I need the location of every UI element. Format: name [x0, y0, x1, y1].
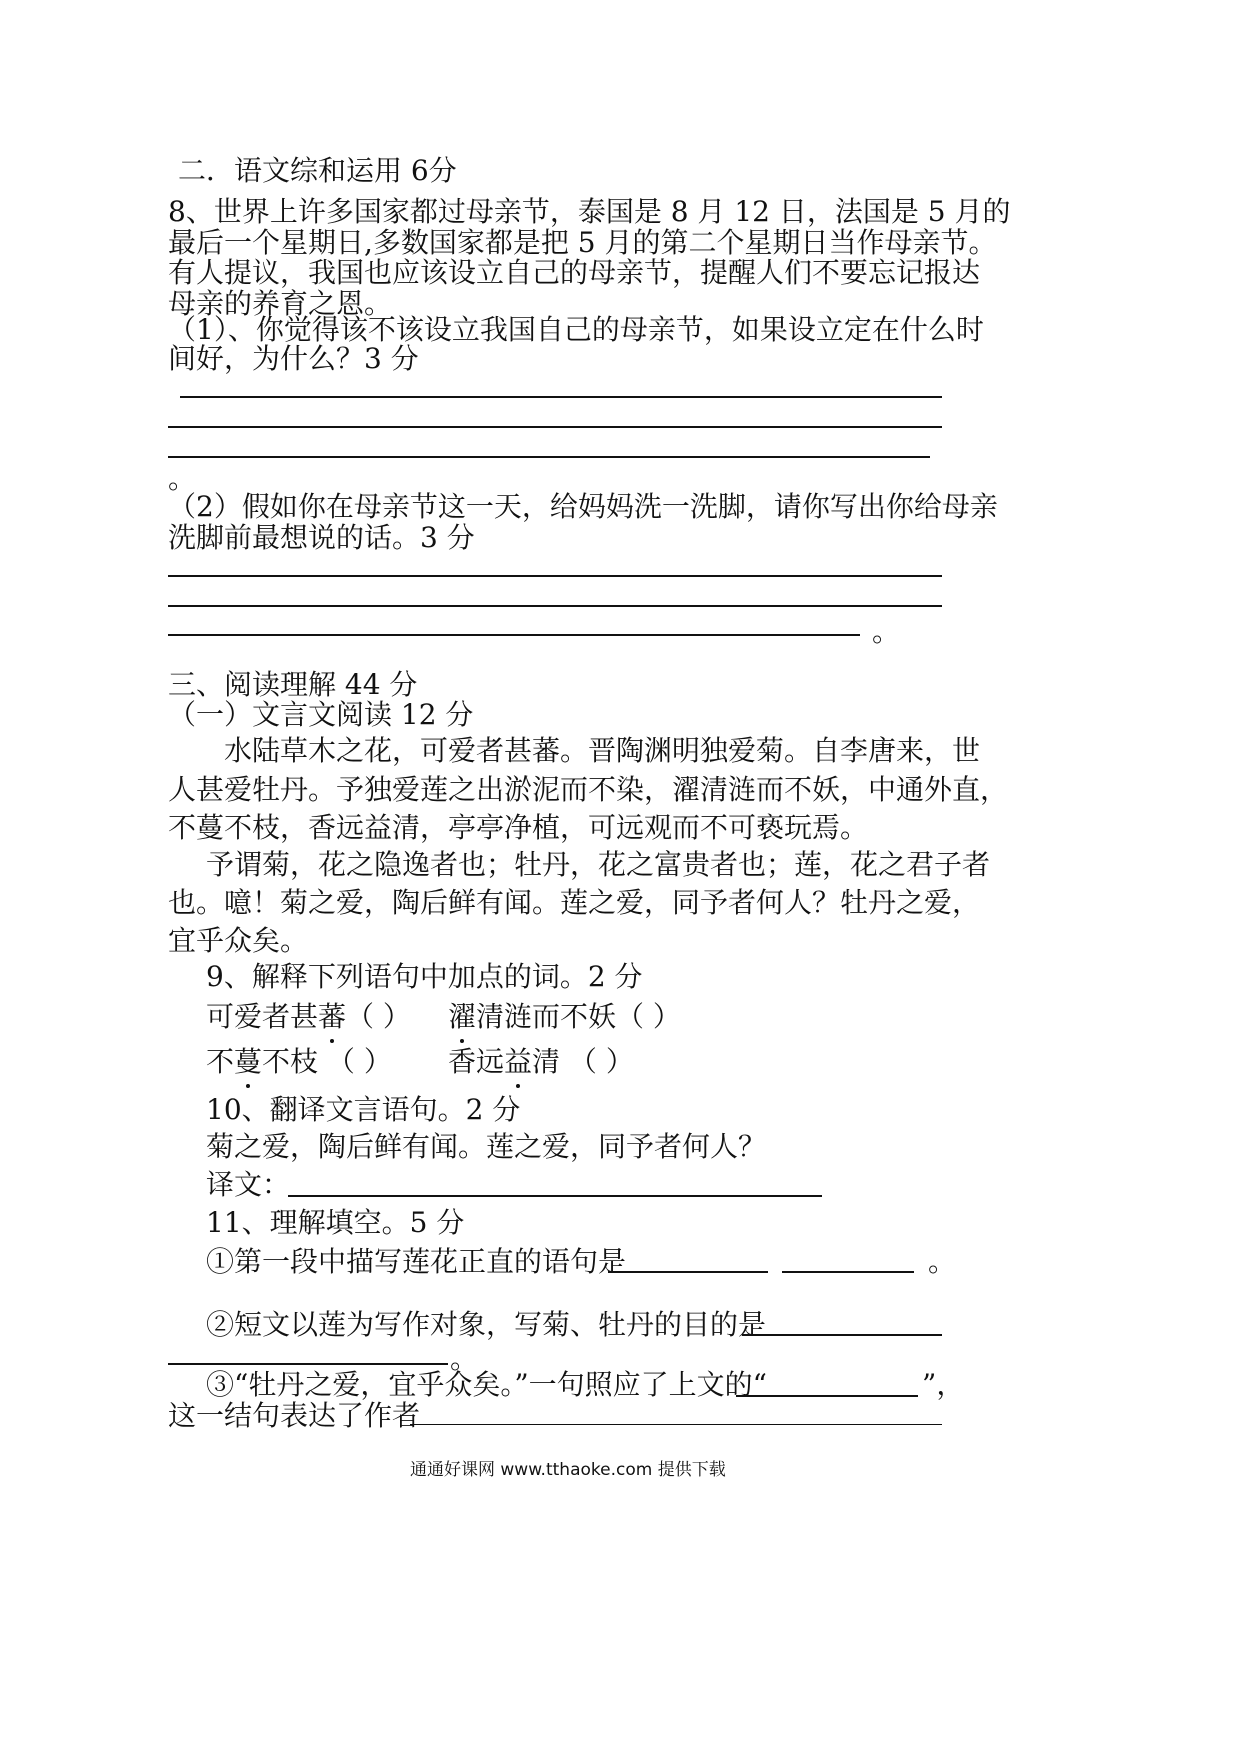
answer-line[interactable]: [168, 1363, 448, 1365]
q9-item-1: 可爱者甚蕃（ ）: [206, 1000, 411, 1033]
q9-title: 9、解释下列语句中加点的词。2 分: [206, 960, 643, 993]
passage-line-3: 不蔓不枝，香远益清，亭亭净植，可远观而不可亵玩焉。: [168, 811, 869, 844]
passage-line-4: 予谓菊，花之隐逸者也；牡丹，花之富贵者也；莲，花之君子者: [206, 848, 991, 881]
q11-item-1: ①第一段中描写莲花正直的语句是: [206, 1245, 627, 1278]
q11-item-2: ②短文以莲为写作对象，写菊、牡丹的目的是: [206, 1308, 767, 1341]
answer-line[interactable]: [168, 426, 942, 428]
answer-line[interactable]: [168, 575, 942, 577]
passage-line-1: 水陆草木之花，可爱者甚蕃。晋陶渊明独爱菊。自李唐来，世: [224, 734, 981, 767]
period-mark: 。: [450, 1342, 479, 1375]
dotted-word: 益: [504, 1045, 533, 1078]
answer-line[interactable]: [410, 1424, 942, 1425]
section2-title: 二．语文综和运用 6分: [178, 154, 457, 187]
q10-sentence: 菊之爱，陶后鲜有闻。莲之爱，同予者何人？: [206, 1130, 767, 1163]
period-mark: 。: [872, 615, 901, 648]
q8-1-line-1: （1）、你觉得该不该设立我国自己的母亲节，如果设立定在什么时: [168, 313, 984, 346]
q9-item-3: 不蔓不枝 （ ）: [206, 1045, 392, 1078]
sub1-title: （一）文言文阅读 12 分: [168, 698, 474, 731]
answer-line[interactable]: [736, 1395, 918, 1397]
dotted-word: 濯: [448, 1000, 477, 1033]
q10-title: 10、翻译文言语句。2 分: [206, 1093, 521, 1126]
dotted-word: 蕃: [318, 1000, 347, 1033]
answer-line[interactable]: [742, 1334, 942, 1336]
answer-line[interactable]: [168, 605, 942, 607]
section3-title: 三、阅读理解 44 分: [168, 668, 418, 701]
answer-line[interactable]: [608, 1271, 768, 1273]
dotted-word: 蔓: [234, 1045, 263, 1078]
answer-line[interactable]: [782, 1271, 914, 1273]
period-mark: 。: [168, 462, 197, 495]
q8-line-2: 最后一个星期日,多数国家都是把 5 月的第二个星期日当作母亲节。: [168, 226, 997, 259]
q8-line-3: 有人提议，我国也应该设立自己的母亲节，提醒人们不要忘记报达: [168, 256, 981, 289]
passage-line-2: 人甚爱牡丹。予独爱莲之出淤泥而不染，濯清涟而不妖，中通外直，: [168, 773, 1009, 806]
q8-2-line-1: （2）假如你在母亲节这一天，给妈妈洗一洗脚，请你写出你给母亲: [168, 490, 998, 523]
q8-2-line-2: 洗脚前最想说的话。3 分: [168, 521, 475, 554]
q10-answer-label: 译文：: [206, 1168, 291, 1201]
period-mark: 。: [928, 1245, 957, 1278]
q9-item-4: 香远益清 （ ）: [448, 1045, 634, 1078]
quote-close: ”，: [922, 1368, 965, 1401]
q8-1-line-2: 间好，为什么？3 分: [168, 342, 419, 375]
passage-line-6: 宜乎众矣。: [168, 924, 309, 957]
footer-text: 通通好课网 www.tthaoke.com 提供下载: [410, 1460, 726, 1480]
q9-item-2: 濯清涟而不妖（ ）: [448, 1000, 681, 1033]
q8-line-4: 母亲的养育之恩。: [168, 287, 393, 320]
passage-line-5: 也。噫！菊之爱，陶后鲜有闻。莲之爱，同予者何人？牡丹之爱，: [168, 886, 981, 919]
q11-item-3b: 这一结句表达了作者: [168, 1399, 421, 1432]
answer-line[interactable]: [168, 456, 930, 458]
q11-title: 11、理解填空。5 分: [206, 1206, 465, 1239]
answer-line[interactable]: [180, 396, 942, 398]
answer-line[interactable]: [288, 1195, 822, 1197]
q8-line-1: 8、世界上许多国家都过母亲节，泰国是 8 月 12 日，法国是 5 月的: [168, 195, 1011, 228]
answer-line[interactable]: [168, 634, 860, 636]
q11-item-3: ③“牡丹之爱，宜乎众矣。”一句照应了上文的“: [206, 1368, 767, 1401]
